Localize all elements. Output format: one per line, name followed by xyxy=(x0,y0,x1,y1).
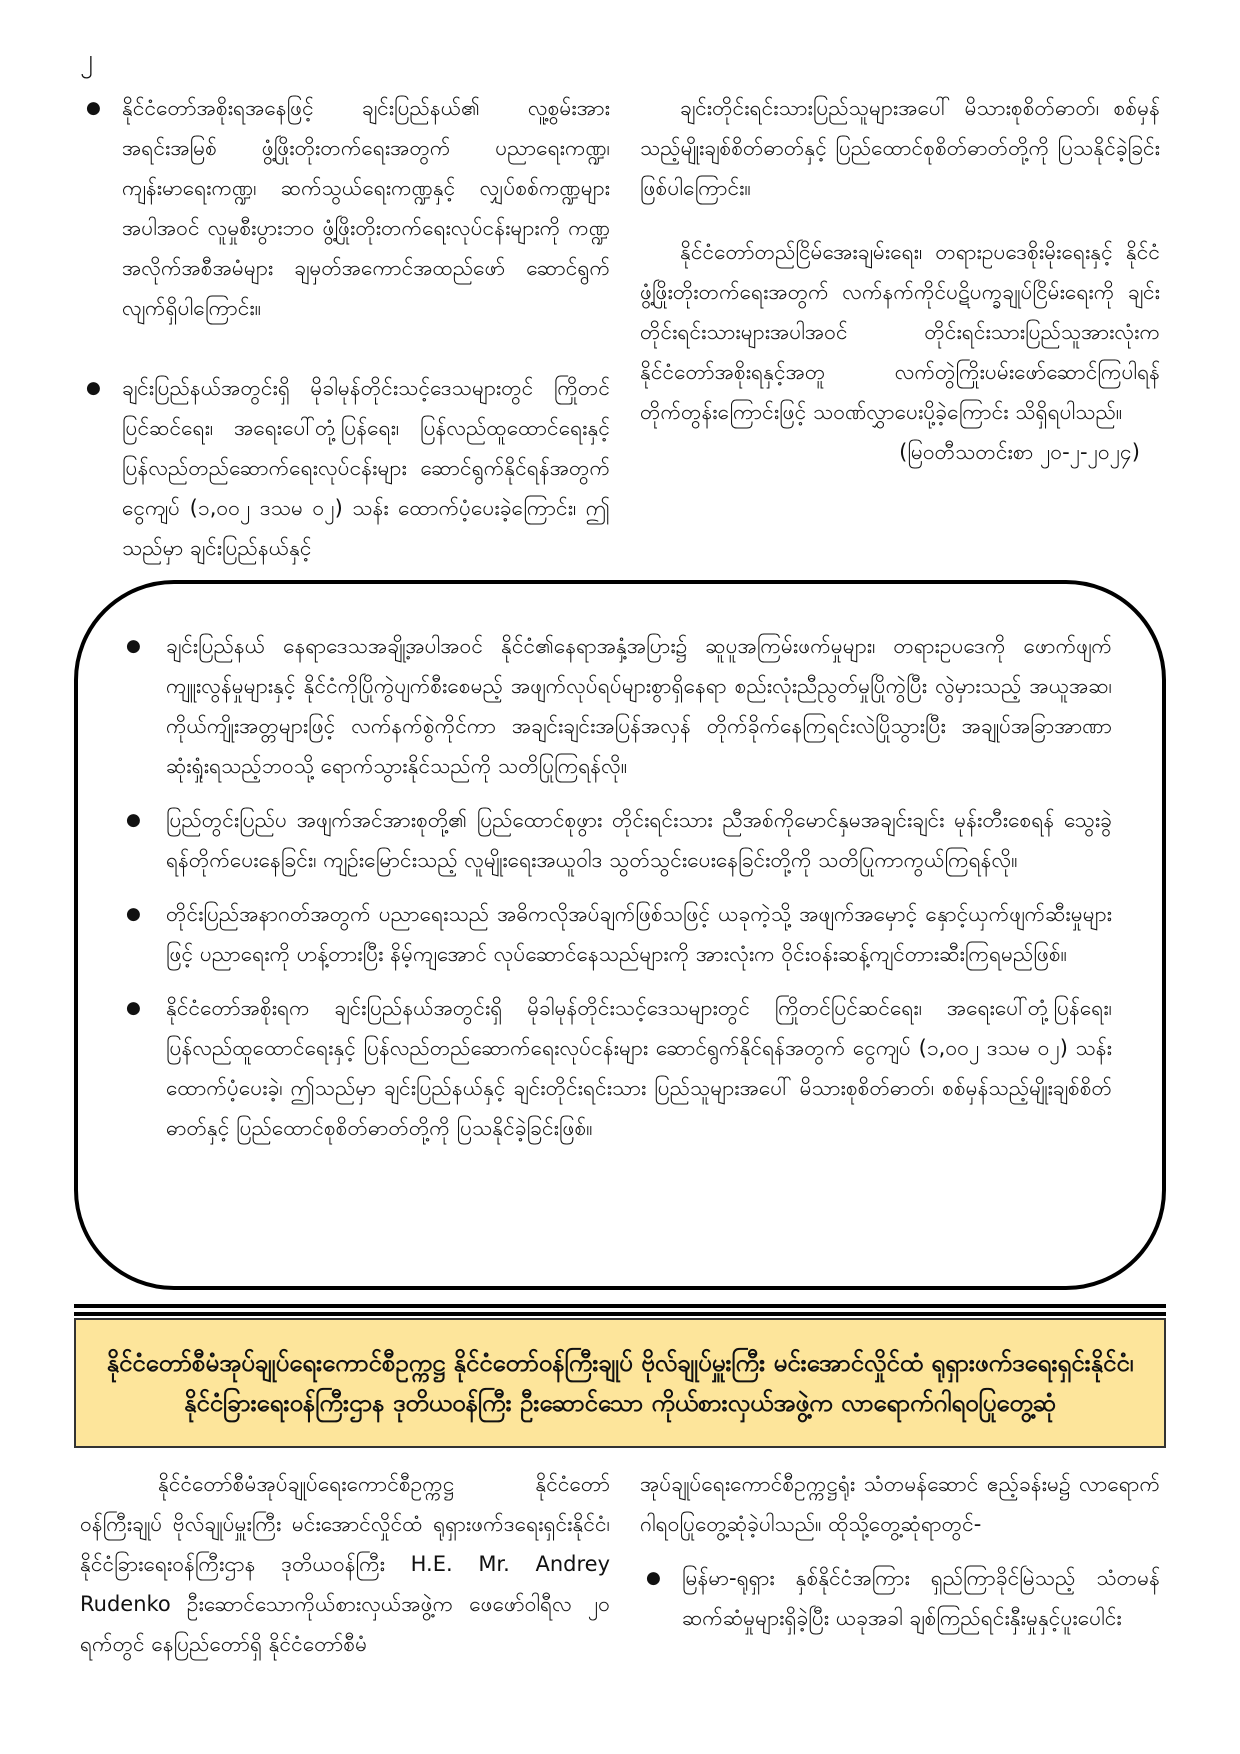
right-column-top xyxy=(640,88,1160,472)
right-bottom-bullet-list xyxy=(640,1558,1160,1638)
page-number: ၂ xyxy=(80,44,93,74)
summary-box xyxy=(74,580,1166,1290)
bullet-item: ● နိုင်ငံတော်အစိုးရအနေဖြင့် ချင်းပြည်နယ်၏ လူ့စွမ်းအားအရင်းအမြစ် ဖွံ့ဖြိုးတိုးတက်ရေးအတွက် ပညာရေးကဏ္ဍ၊ ကျန်းမာရေးကဏ္ဍ၊ ဆက်သွယ်ရေးကဏ္ဍနှင့် လျှပ်စစ်ကဏ္ဍများအပါအဝင် လူမှုစီးပွားဘဝ ဖွံ့ဖြိုးတိုးတက်ရေးလုပ်ငန်းများကို ကဏ္ဍအလိုက်အစီအမံများ ချမှတ်အကောင်အထည်ဖော် ဆောင်ရွက်လျက်ရှိပါကြောင်း။ xyxy=(80,88,610,328)
summary-bullet: ● ပြည်တွင်းပြည်ပ အဖျက်အင်အားစုတို့၏ ပြည်ထောင်စုဖွား တိုင်းရင်းသား ညီအစ်ကိုမောင်နှမအချင်းချင်း မုန်းတီးစေရန် သွေးခွဲရန်တိုက်ပေးနေခြင်း၊ ကျဉ်းမြောင်းသည့် လူမျိုးရေးအယူဝါဒ သွတ်သွင်းပေးနေခြင်းတို့ကို သတိပြုကာကွယ်ကြရန်လို။ xyxy=(120,800,1112,880)
article-headline: နိုင်ငံတော်စီမံအုပ်ချုပ်ရေးကောင်စီဥက္ကဋ္ဌ နိုင်ငံတော်ဝန်ကြီးချုပ် ဗိုလ်ချုပ်မှူးကြီး မင်းအောင်လှိုင်ထံ ရုရှားဖက်ဒရေးရှင်းနိုင်ငံ၊ နိုင်ငံခြားရေးဝန်ကြီးဌာန ဒုတိယဝန်ကြီး ဦးဆောင်သော ကိုယ်စားလှယ်အဖွဲ့က လာရောက်ဂါရဝပြုတွေ့ဆုံ xyxy=(74,1318,1166,1448)
summary-bullet: ● ချင်းပြည်နယ် နေရာဒေသအချို့အပါအဝင် နိုင်ငံ၏နေရာအနှံ့အပြား၌ ဆူပူအကြမ်းဖက်မှုများ၊ တရားဥပဒေကို ဖောက်ဖျက်ကျူးလွန်မှုများနှင့် နိုင်ငံကိုပြိုကွဲပျက်စီးစေမည့် အဖျက်လုပ်ရပ်များစွာရှိနေရာ စည်းလုံးညီညွတ်မှုပြိုကွဲပြီး လွဲမှားသည့် အယူအဆ၊ ကိုယ်ကျိုးအတ္တများဖြင့် လက်နက်စွဲကိုင်ကာ အချင်းချင်းအပြန်အလှန် တိုက်ခိုက်နေကြရင်းလဲပြိုသွားပြီး အချုပ်အခြာအာဏာ ဆုံးရှုံးရသည့်ဘဝသို့ ရောက်သွားနိုင်သည်ကို သတိပြုကြရန်လို။ xyxy=(120,626,1112,786)
bullet-item: ● ချင်းပြည်နယ်အတွင်းရှိ မိုခါမုန်တိုင်းသင့်ဒေသများတွင် ကြိုတင်ပြင်ဆင်ရေး၊ အရေးပေါ်တုံ့ပြန်ရေး၊ ပြန်လည်ထူထောင်ရေးနှင့် ပြန်လည်တည်ဆောက်ရေးလုပ်ငန်းများ ဆောင်ရွက်နိုင်ရန်အတွက် ငွေကျပ် (၁,၀၀၂ ဒသမ ၀၂) သန်း ထောက်ပံ့ပေးခဲ့ကြောင်း၊ ဤသည်မှာ ချင်းပြည်နယ်နှင့် xyxy=(80,368,610,568)
summary-bullet-list xyxy=(120,626,1112,1148)
summary-bullet: ● တိုင်းပြည်အနာဂတ်အတွက် ပညာရေးသည် အဓိကလိုအပ်ချက်ဖြစ်သဖြင့် ယခုကဲ့သို့ အဖျက်အမှောင့် နှောင့်ယှက်ဖျက်ဆီးမှုများဖြင့် ပညာရေးကို ဟန့်တားပြီး နိမ့်ကျအောင် လုပ်ဆောင်နေသည်များကို အားလုံးက ဝိုင်းဝန်းဆန့်ကျင်တားဆီးကြရမည်ဖြစ်။ xyxy=(120,894,1112,974)
right-column-bottom xyxy=(640,1464,1160,1638)
divider-rule xyxy=(74,1312,1166,1316)
left-column-top xyxy=(80,88,610,568)
divider-rule xyxy=(74,1304,1166,1308)
paragraph: နိုင်ငံတော်တည်ငြိမ်အေးချမ်းရေး၊ တရားဥပဒေစိုးမိုးရေးနှင့် နိုင်ငံဖွံ့ဖြိုးတိုးတက်ရေးအတွက် လက်နက်ကိုင်ပဋိပက္ခချုပ်ငြိမ်းရေးကို ချင်းတိုင်းရင်းသားများအပါအဝင် တိုင်းရင်းသားပြည်သူအားလုံးက နိုင်ငံတော်အစိုးရနှင့်အတူ လက်တွဲကြိုးပမ်းဖော်ဆောင်ကြပါရန် တိုက်တွန်းကြောင်းဖြင့် သဝဏ်လွှာပေးပို့ခဲ့ကြောင်း သိရှိရပါသည်။ xyxy=(640,240,1160,424)
left-column-bottom xyxy=(80,1464,610,1664)
source-citation: (မြဝတီသတင်းစာ ၂၀-၂-၂၀၂၄) xyxy=(899,440,1140,464)
paragraph: အုပ်ချုပ်ရေးကောင်စီဥက္ကဋ္ဌရုံး သံတမန်ဆောင် ဧည့်ခန်းမ၌ လာရောက်ဂါရဝပြုတွေ့ဆုံခဲ့ပါသည်။ ထိုသို့တွေ့ဆုံရာတွင်- xyxy=(640,1472,1160,1536)
bullet-item: ● မြန်မာ-ရုရှား နှစ်နိုင်ငံအကြား ရှည်ကြာခိုင်မြဲသည့် သံတမန်ဆက်ဆံမှုများရှိခဲ့ပြီး ယခုအခါ ချစ်ကြည်ရင်းနှီးမှုနှင့်ပူးပေါင်း xyxy=(640,1558,1160,1638)
left-top-bullet-list xyxy=(80,88,610,568)
paragraph: နိုင်ငံတော်စီမံအုပ်ချုပ်ရေးကောင်စီဥက္ကဋ္ဌ နိုင်ငံတော်ဝန်ကြီးချုပ် ဗိုလ်ချုပ်မှူးကြီး မင်းအောင်လှိုင်ထံ ရုရှားဖက်ဒရေးရှင်းနိုင်ငံ၊ နိုင်ငံခြားရေးဝန်ကြီးဌာန ဒုတိယဝန်ကြီး H.E. Mr. Andrey Rudenko ဦးဆောင်သောကိုယ်စားလှယ်အဖွဲ့က ဖေဖော်ဝါရီလ ၂၀ ရက်တွင် နေပြည်တော်ရှိ နိုင်ငံတော်စီမံ xyxy=(80,1472,610,1656)
paragraph: ချင်းတိုင်းရင်းသားပြည်သူများအပေါ် မိသားစုစိတ်ဓာတ်၊ စစ်မှန်သည့်မျိုးချစ်စိတ်ဓာတ်နှင့် ပြည်ထောင်စုစိတ်ဓာတ်တို့ကို ပြသနိုင်ခဲ့ခြင်းဖြစ်ပါကြောင်း။ xyxy=(640,96,1160,200)
summary-bullet: ● နိုင်ငံတော်အစိုးရက ချင်းပြည်နယ်အတွင်းရှိ မိုခါမုန်တိုင်းသင့်ဒေသများတွင် ကြိုတင်ပြင်ဆင်ရေး၊ အရေးပေါ်တုံ့ပြန်ရေး၊ ပြန်လည်ထူထောင်ရေးနှင့် ပြန်လည်တည်ဆောက်ရေးလုပ်ငန်းများ ဆောင်ရွက်နိုင်ရန်အတွက် ငွေကျပ် (၁,၀၀၂ ဒသမ ၀၂) သန်း ထောက်ပံ့ပေးခဲ့၊ ဤသည်မှာ ချင်းပြည်နယ်နှင့် ချင်းတိုင်းရင်းသား ပြည်သူများအပေါ် မိသားစုစိတ်ဓာတ်၊ စစ်မှန်သည့်မျိုးချစ်စိတ်ဓာတ်နှင့် ပြည်ထောင်စုစိတ်ဓာတ်တို့ကို ပြသနိုင်ခဲ့ခြင်းဖြစ်။ xyxy=(120,988,1112,1148)
